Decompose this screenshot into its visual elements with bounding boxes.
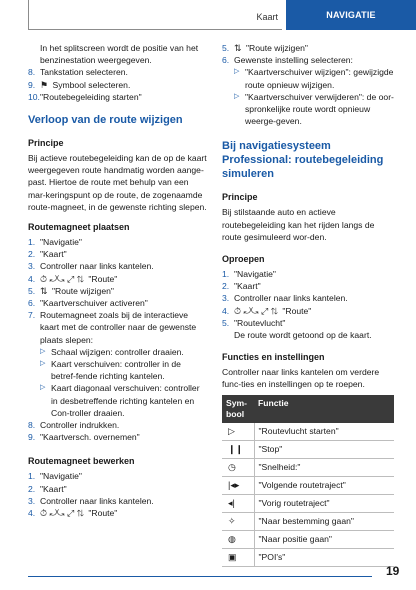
step-text: "Route wijzigen" [245,43,308,53]
step-text: "Kaart" [40,249,67,260]
step-number: 1. [222,269,230,280]
function-cell: "Routevlucht starten" [254,423,394,441]
list-item [28,483,208,495]
function-cell: "POI's" [254,549,394,567]
list-item [222,42,394,54]
list-item [28,470,208,482]
header-rule [28,29,282,30]
bewerken-label: Routemagneet bewerken [28,456,135,467]
list-item [28,431,208,443]
speed-icon: ◷ [222,459,254,477]
left-column [28,42,208,519]
step-number: 3. [28,261,36,272]
step-text: Gewenste instelling selecteren: [234,55,353,66]
table-row [222,513,394,531]
step-text: Symbool selecteren. [52,79,131,90]
step-number: 3. [222,293,230,304]
step-text: Controller naar links kantelen. [40,261,154,272]
sub-item [222,66,394,90]
table-row [222,441,394,459]
oproepen-note: De route wordt getoond op de kaart. [234,330,372,341]
step-text: "Navigatie" [40,237,82,248]
sub-text: Schaal wijzigen: controller draaien. [51,346,184,357]
table-header-row [222,395,394,423]
list-item [28,309,208,346]
triangle-bullet-icon: ▷ [234,92,240,100]
stop-icon: ❙❙ [222,441,254,459]
list-item [28,79,208,91]
step-number: 3. [28,495,36,506]
column-header-symbol: Sym-bool [222,395,254,423]
menu-path-icons: ⏱ ⤾⤿ ⤢ ⇅ [40,508,84,519]
step-number: 2. [222,281,230,292]
plaatsen-label: Routemagneet plaatsen [28,222,130,233]
step-number: 9. [28,79,36,90]
poi-icon: ▣ [222,549,254,567]
triangle-bullet-icon: ▷ [40,360,46,368]
table-row [222,423,394,441]
symbol-table [222,395,394,568]
header-section-label: Kaart [256,12,278,22]
step-text: "Route" [282,305,312,316]
step-number: 5. [222,43,230,53]
section-heading-route: Verloop van de route wijzigen [28,114,183,127]
intro-text: In het splitscreen wordt de positie van het benzinestation weergegeven. [40,43,199,66]
function-cell: "Volgende routetraject" [254,477,394,495]
step-number: 9. [28,432,36,443]
step-text: "Navigatie" [234,269,276,280]
step-number: 2. [28,249,36,260]
list-item [28,66,208,78]
table-row [222,549,394,567]
right-column [222,42,394,567]
sub-text: "Kaartverschuiver wijzigen": gewijzigde route opnieuw wijzigen. [245,67,394,90]
function-cell: "Vorig routetraject" [254,495,394,513]
sub-item [28,382,208,419]
page-number: 19 [386,564,400,578]
function-cell: "Stop" [254,441,394,459]
section-heading-simulate: Bij navigatiesysteem Professional: routebegeleiding simuleren [222,140,384,181]
list-item [222,305,394,317]
step-text: "Routevlucht" [234,317,286,328]
step-text: "Route wijzigen" [51,285,114,296]
position-icon: ◍ [222,531,254,549]
function-cell: "Naar positie gaan" [254,531,394,549]
step-number: 7. [28,310,36,321]
triangle-bullet-icon: ▷ [40,347,46,355]
route-change-icon: ⇅ [40,285,48,296]
list-item [222,292,394,304]
step-number: 8. [28,420,36,431]
step-text: "Kaartversch. overnemen" [40,432,140,443]
list-item [28,236,208,248]
step-number: 4. [28,273,36,284]
step-number: 5. [222,317,230,328]
step-number: 2. [28,483,36,494]
sub-item [28,346,208,358]
table-row [222,477,394,495]
step-text: "Kaart" [40,483,67,494]
step-text: Controller naar links kantelen. [234,293,348,304]
step-text: "Kaart" [234,281,261,292]
step-text: Tankstation selecteren. [40,67,128,78]
step-number: 6. [28,298,36,309]
step-number: 8. [28,67,36,78]
list-item [222,268,394,280]
list-item [28,248,208,260]
page-header [0,0,416,30]
list-item [28,297,208,309]
header-chapter-tab: NAVIGATIE [286,0,416,30]
step-text: "Navigatie" [40,471,82,482]
list-item [28,495,208,507]
function-cell: "Naar bestemming gaan" [254,513,394,531]
step-text: "Kaartverschuiver activeren" [40,298,148,309]
list-item [28,91,208,103]
list-item [28,419,208,431]
list-item [28,273,208,285]
principe-label: Principe [28,138,64,149]
functies-text: Controller naar links kantelen om verdere func-ties en instellingen op te roepen. [222,367,380,390]
table-row [222,531,394,549]
route-change-icon: ⇅ [234,43,242,53]
flag-icon: ⚑ [40,79,49,90]
play-icon: ▷ [222,423,254,441]
step-number: 1. [28,237,36,248]
sub-item [28,358,208,382]
step-text: Controller indrukken. [40,420,120,431]
list-item [28,507,208,519]
oproepen-label: Oproepen [222,254,265,265]
list-item [28,285,208,297]
step-number: 4. [28,508,36,519]
list-item [222,54,394,66]
table-row [222,459,394,477]
principe-text: Bij stilstaande auto en actieve routebegeleiding kan het rijden langs de route gesimuleerd wor-den. [222,207,375,242]
previous-icon: ◂| [222,495,254,513]
list-item [222,317,394,329]
step-number: 5. [28,285,36,296]
table-row [222,495,394,513]
step-text: Controller naar links kantelen. [40,495,154,506]
step-number: 1. [28,471,36,482]
step-text: "Route" [88,508,118,519]
list-item [222,280,394,292]
step-text: "Route" [88,273,118,284]
sub-item [222,91,394,128]
step-text: Routemagneet zoals bij de interactieve kaart met de controller naar de gewenste plaats slepen: [40,310,197,345]
next-icon: |◂▸ [222,477,254,495]
column-header-function: Functie [254,395,394,423]
footer-rule [28,576,372,577]
principe-text: Bij actieve routebegeleiding kan de op de kaart weergegeven route handmatig worden aange-past. Hiertoe de route met behulp van een mar-keringspunt op de route, de zogenaamde route-magneet, in de gewenste richting slepen. [28,153,207,212]
sub-text: Kaart verschuiven: controller in de betref-fende richting kantelen. [51,359,181,382]
triangle-bullet-icon: ▷ [234,68,240,76]
menu-path-icons: ⏱ ⤾⤿ ⤢ ⇅ [40,273,84,284]
principe-label: Principe [222,192,258,203]
step-number: 6. [222,55,230,66]
function-cell: "Snelheid:" [254,459,394,477]
menu-path-icons: ⏱ ⤾⤿ ⤢ ⇅ [234,305,278,316]
step-number: 4. [222,305,230,316]
step-number: 10. [28,91,40,102]
header-divider [28,0,29,30]
destination-icon: ✧ [222,513,254,531]
list-item [28,260,208,272]
sub-text: Kaart diagonaal verschuiven: controller in desbetreffende richting kantelen en Con-troller draaien. [51,383,200,418]
functies-label: Functies en instellingen [222,352,325,363]
triangle-bullet-icon: ▷ [40,384,46,392]
step-text: "Routebegeleiding starten" [40,91,142,102]
sub-text: "Kaartverschuiver verwijderen": de oor-spronkelijke route wordt opnieuw weerge-geven. [245,91,394,127]
